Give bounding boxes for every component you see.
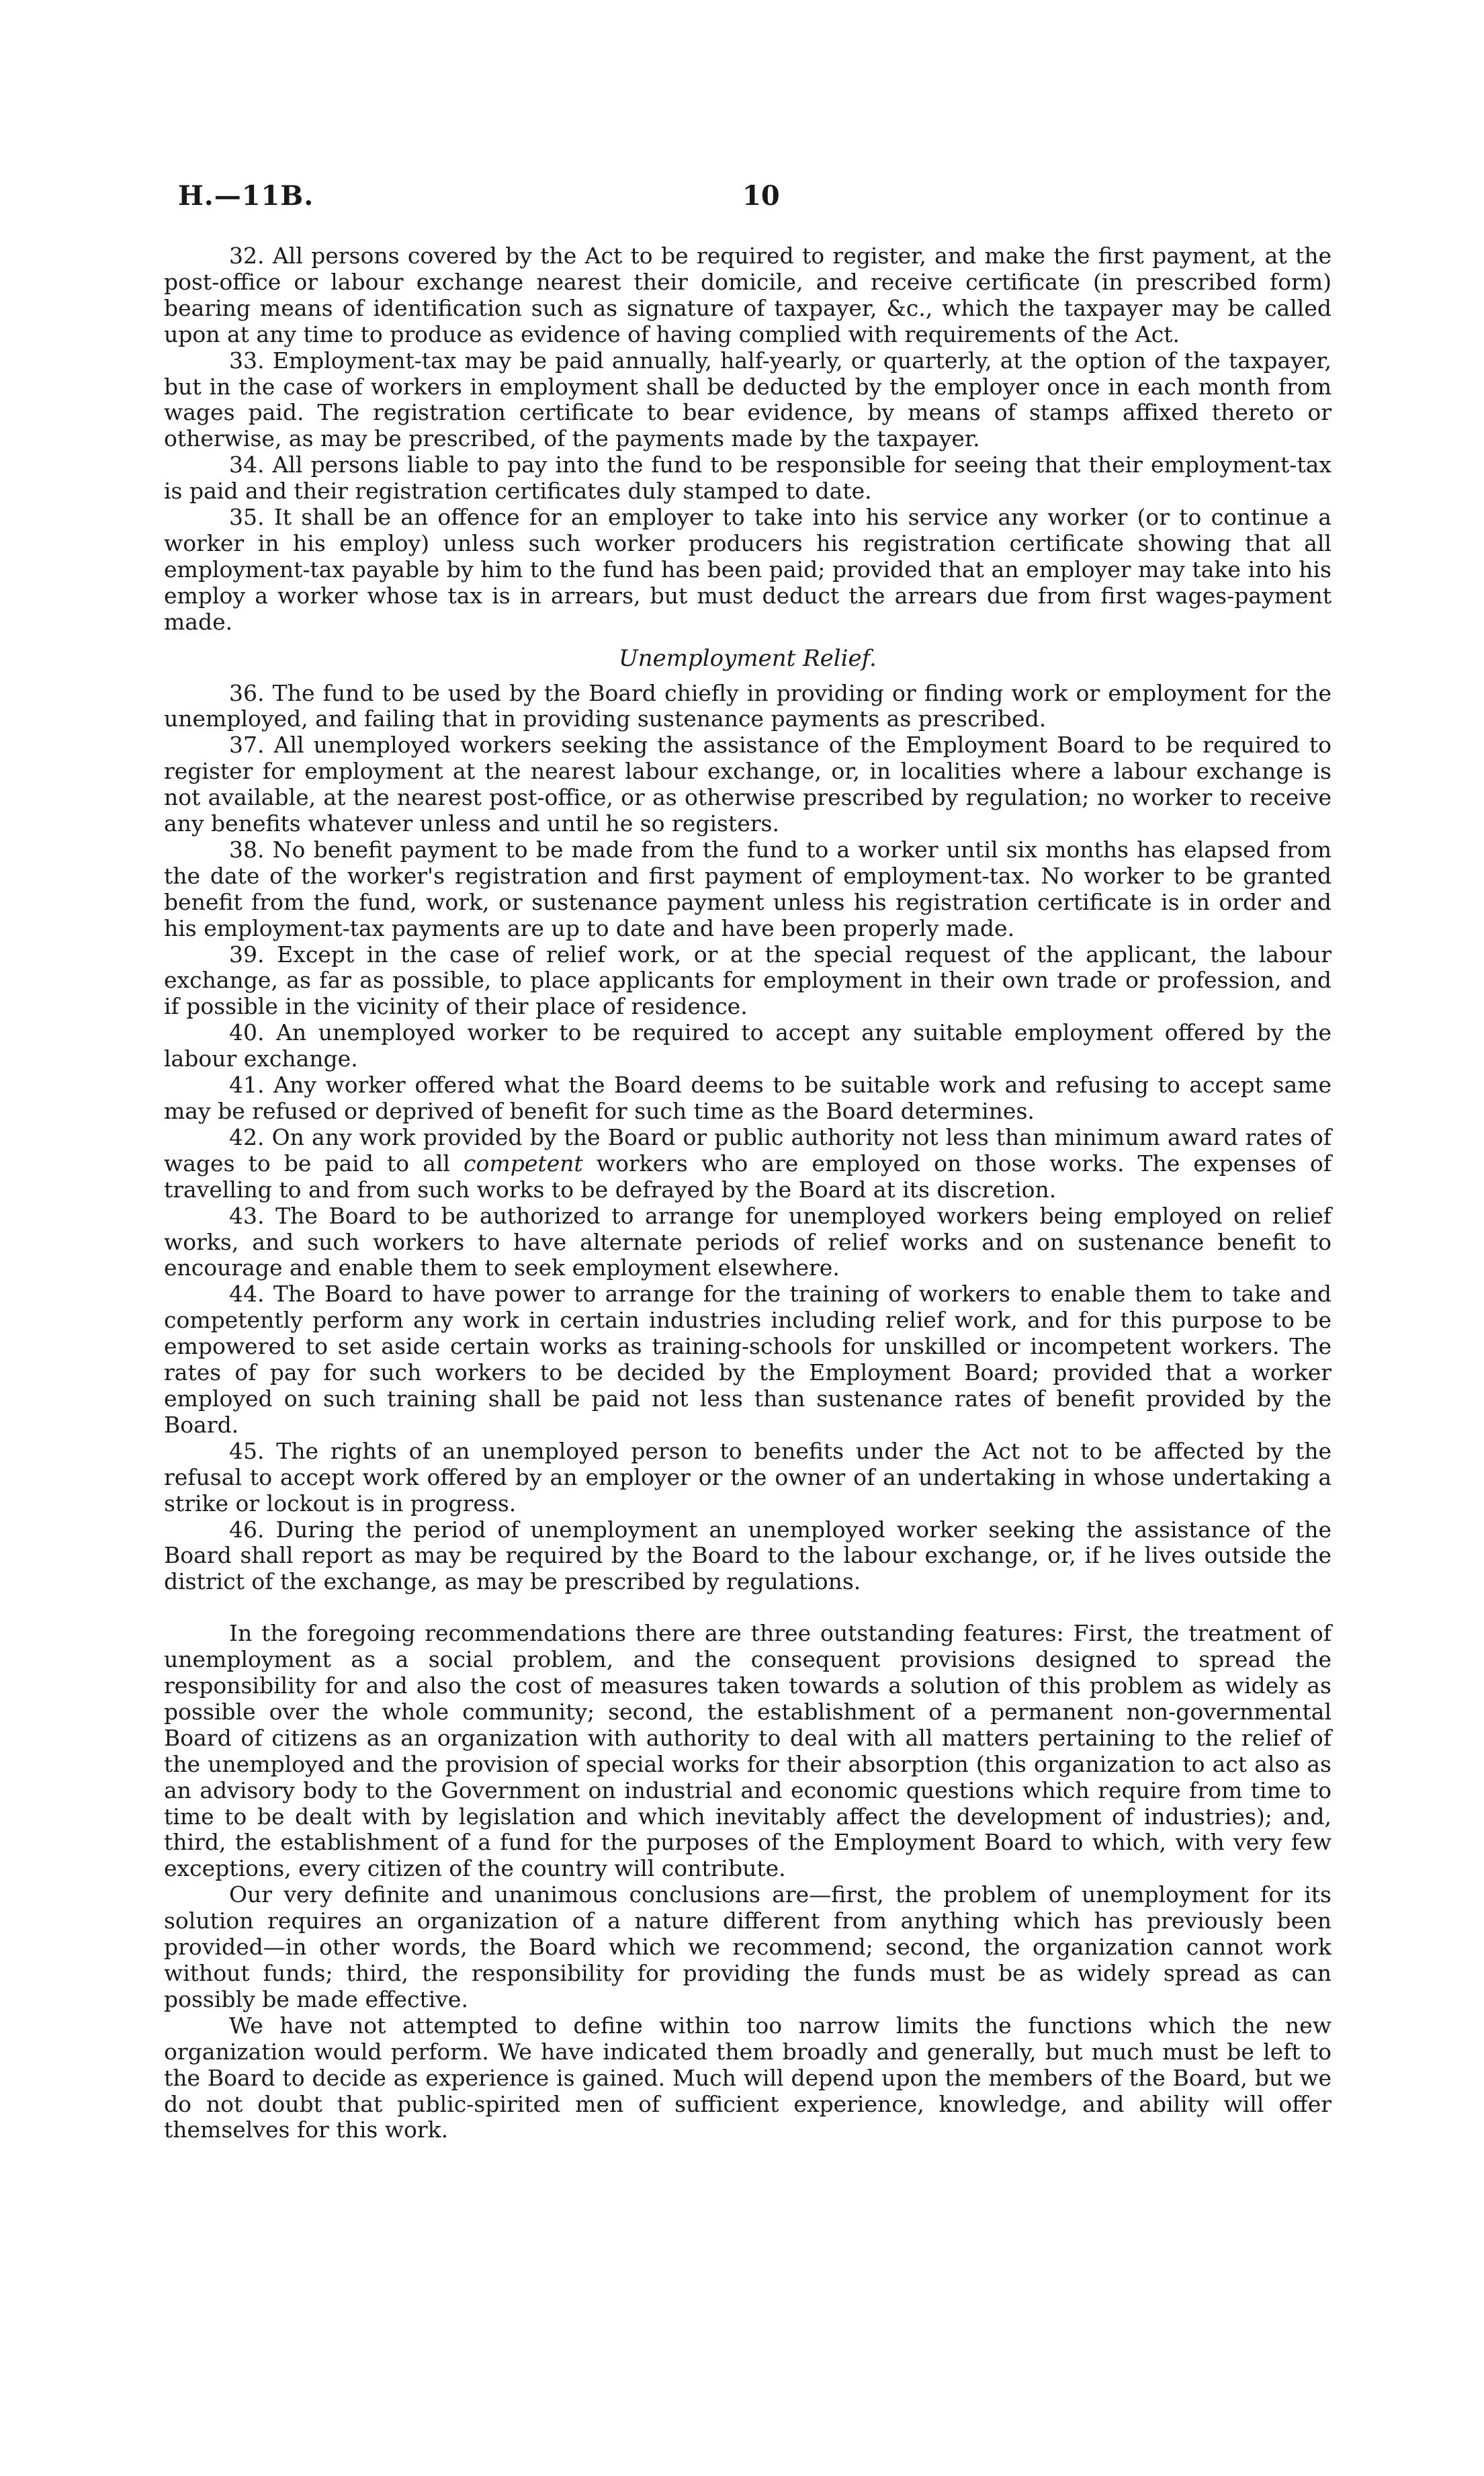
clause-35: 35. It shall be an offence for an employer to take into his service any worker (or to continue a worker in his employ) unless such worker producers his registration certificate showing that all employment-tax payable by him to the fund has been paid; provided that an employer may take into his employ a worker whose tax is in arrears, but must deduct the arrears due from first wages-payment made. [164,504,1332,635]
document-reference: H.—11B. [178,180,314,212]
clause-41: 41. Any worker offered what the Board deems to be suitable work and refusing to accept same may be refused or deprived of benefit for such time as the Board determines. [164,1072,1332,1124]
clause-40: 40. An unemployed worker to be required to accept any suitable employment offered by the labour exchange. [164,1019,1332,1072]
clause-34: 34. All persons liable to pay into the fund to be responsible for seeing that their employment-tax is paid and their registration certificates duly stamped to date. [164,452,1332,505]
clause-42-text-a: 42. On any work provided by the Board or public authority not less than minimum award rates of wages to be paid to all [164,1123,1332,1177]
section-heading: Unemployment Relief. [619,644,877,672]
clause-38: 38. No benefit payment to be made from the fund to a worker until six months has elapsed from the date of the worker's registration and first payment of employment-tax. No worker to be granted benefit from the fund, work, or sustenance payment unless his registration certificate is in order and his employment-tax payments are up to date and have been properly made. [164,836,1332,941]
conclusion-paragraph-1: In the foregoing recommendations there are three outstanding features: First, the treatment of unemployment as a social problem, and the consequent provisions designed to spread the responsibility for and also the cost of measures taken towards a solution of this problem as widely as possible over the whole community; second, the establishment of a permanent non-governmental Board of citizens as an organization with authority to deal with all matters pertaining to the relief of the unemployed and the provision of special works for their absorption (this organization to act also as an advisory body to the Government on industrial and economic questions which require from time to time to be dealt with by legislation and which inevitably affect the development of industries); and, third, the establishment of a fund for the purposes of the Employment Board to which, with very few exceptions, every citizen of the country will contribute. [164,1620,1332,1882]
clause-44: 44. The Board to have power to arrange for the training of workers to enable them to take and competently perform any work in certain industries including relief work, and for this purpose to be empowered to set aside certain works as training-schools for unskilled or incompetent workers. The rates of pay for such workers to be decided by the Employment Board; provided that a worker employed on such training shall be paid not less than sustenance rates of benefit provided by the Board. [164,1281,1332,1438]
page-number: 10 [742,180,780,212]
clause-42 [164,1125,1332,1203]
document-body [164,243,1332,2143]
clause-45: 45. The rights of an unemployed person to benefits under the Act not to be affected by the refusal to accept work offered by an employer or the owner of an undertaking in whose undertaking a strike or lockout is in progress. [164,1437,1332,1517]
clause-39: 39. Except in the case of relief work, or at the special request of the applicant, the labour exchange, as far as possible, to place applicants for employment in their own trade or profession, and if possible in the vicinity of their place of residence. [164,941,1332,1020]
clause-46: 46. During the period of unemployment an unemployed worker seeking the assistance of the Board shall report as may be required by the Board to the labour exchange, or, if he lives outside the district of the exchange, as may be prescribed by regulations. [164,1516,1332,1595]
clause-43: 43. The Board to be authorized to arrange for unemployed workers being employed on relief works, and such workers to have alternate periods of relief works and on sustenance benefit to encourage and enable them to seek employment elsewhere. [164,1202,1332,1281]
clause-32: 32. All persons covered by the Act to be required to register, and make the first payment, at the post-office or labour exchange nearest their domicile, and receive certificate (in prescribed form) bearing means of identification such as signature of taxpayer, &c., which the taxpayer may be called upon at any time to produce as evidence of having complied with requirements of the Act. [164,243,1332,347]
clause-42-text-b: workers who are employed on those works. The expenses of travelling to and from such works to be defrayed by the Board at its discretion. [164,1150,1332,1203]
section-gap [164,1595,1332,1621]
clause-37: 37. All unemployed workers seeking the assistance of the Employment Board to be required to register for employment at the nearest labour exchange, or, in localities where a labour exchange is not available, at the nearest post-office, or as otherwise prescribed by regulation; no worker to receive any benefits whatever unless and until he so registers. [164,732,1332,837]
clause-33: 33. Employment-tax may be paid annually, half-yearly, or quarterly, at the option of the taxpayer, but in the case of workers in employment shall be deducted by the employer once in each month from wages paid. The registration certificate to bear evidence, by means of stamps affixed thereto or otherwise, as may be prescribed, of the payments made by the taxpayer. [164,347,1332,452]
clause-36: 36. The fund to be used by the Board chiefly in providing or finding work or employment for the unemployed, and failing that in providing sustenance payments as prescribed. [164,679,1332,732]
conclusion-paragraph-3: We have not attempted to define within too narrow limits the functions which the new organization would perform. We have indicated them broadly and generally, but much must be left to the Board to decide as experience is gained. Much will depend upon the members of the Board, but we do not doubt that public-spirited men of sufficient experience, knowledge, and ability will offer themselves for this work. [164,2012,1332,2143]
page-header [178,180,1334,220]
conclusion-paragraph-2: Our very definite and unanimous conclusions are—first, the problem of unemployment for its solution requires an organization of a nature different from anything which has previously been provided—in other words, the Board which we recommend; second, the organization cannot work without funds; third, the responsibility for providing the funds must be as widely spread as can possibly be made effective. [164,1881,1332,2012]
clause-42-emphasis: competent [464,1150,583,1177]
